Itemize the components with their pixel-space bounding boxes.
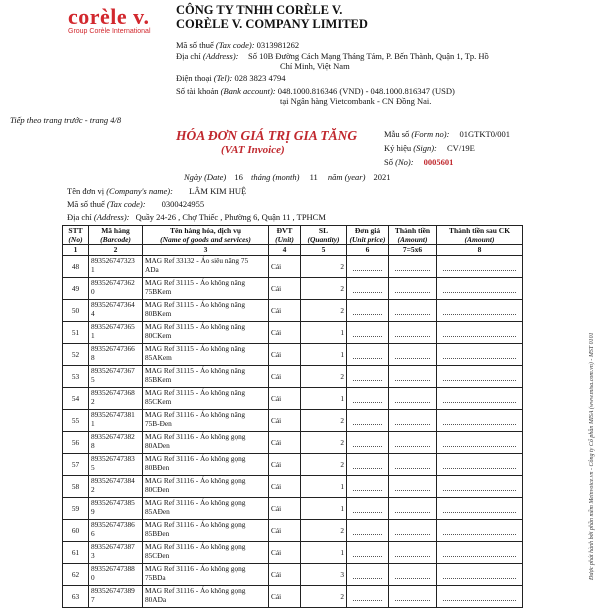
company-name-vi: CÔNG TY TNHH CORÈLE V. (176, 3, 343, 17)
form-no-value: 01GTKT0/001 (459, 129, 511, 139)
row-unit: Cái (269, 454, 301, 476)
sign-label: Ký hiệu (384, 143, 412, 153)
row-product-name: MAG Ref 31116 - Áo không nâng 75B-Đen (143, 410, 269, 432)
row-product-name: MAG Ref 31116 - Áo không gọng 85CĐen (143, 542, 269, 564)
logo-tagline: Group Corèle International (68, 28, 151, 35)
table-row (63, 564, 523, 586)
form-no-row (384, 129, 510, 139)
year-label: năm (327, 172, 343, 182)
row-qty: 2 (301, 300, 347, 322)
seller-phone-row (176, 73, 285, 83)
row-qty: 2 (301, 432, 347, 454)
col-number: 7=5x6 (389, 245, 437, 256)
row-unit-price (347, 564, 389, 586)
row-amount-after (437, 388, 523, 410)
seller-tax-label-en: (Tax code): (215, 40, 255, 50)
form-label-en: (Form no): (411, 129, 450, 139)
row-amount (389, 410, 437, 432)
row-amount (389, 498, 437, 520)
table-row (63, 542, 523, 564)
col-number: 5 (301, 245, 347, 256)
row-product-name: MAG Ref 31115 - Áo không nâng 85BKem (143, 366, 269, 388)
table-row (63, 344, 523, 366)
seller-tax-label: Mã số thuế (176, 40, 214, 50)
row-barcode: 893526747387 3 (89, 542, 143, 564)
row-qty: 2 (301, 366, 347, 388)
row-unit-price (347, 432, 389, 454)
row-stt: 51 (63, 322, 89, 344)
row-product-name: MAG Ref 33132 - Áo siêu nâng 75 ADa (143, 256, 269, 278)
table-row (63, 454, 523, 476)
no-label-en: (No): (395, 157, 414, 167)
col-number: 2 (89, 245, 143, 256)
row-amount (389, 542, 437, 564)
row-unit-price (347, 344, 389, 366)
row-amount-after (437, 542, 523, 564)
row-unit-price (347, 322, 389, 344)
row-product-name: MAG Ref 31115 - Áo không nâng 85AKem (143, 344, 269, 366)
col-header-unit: ĐVT (Unit) (269, 226, 301, 245)
seller-address-label (176, 51, 239, 61)
seller-tax-row (176, 40, 299, 50)
table-row (63, 256, 523, 278)
col-number: 6 (347, 245, 389, 256)
row-unit-price (347, 256, 389, 278)
row-stt: 56 (63, 432, 89, 454)
row-stt: 54 (63, 388, 89, 410)
row-product-name: MAG Ref 31115 - Áo không nâng 75BKem (143, 278, 269, 300)
row-qty: 1 (301, 476, 347, 498)
buyer-unit-label-en: (Company's name): (106, 186, 173, 196)
col-header-stt: STT (No) (63, 226, 89, 245)
table-row (63, 388, 523, 410)
row-amount (389, 432, 437, 454)
table-row (63, 366, 523, 388)
row-barcode: 893526747367 5 (89, 366, 143, 388)
invoice-title: HÓA ĐƠN GIÁ TRỊ GIA TĂNG (176, 128, 358, 143)
row-unit: Cái (269, 498, 301, 520)
col-number: 8 (437, 245, 523, 256)
row-unit: Cái (269, 564, 301, 586)
row-qty: 2 (301, 454, 347, 476)
row-product-name: MAG Ref 31116 - Áo không gọng 80CĐen (143, 476, 269, 498)
table-row (63, 278, 523, 300)
row-barcode: 893526747386 6 (89, 520, 143, 542)
row-barcode: 893526747362 0 (89, 278, 143, 300)
table-header-row (63, 226, 523, 245)
row-qty: 2 (301, 520, 347, 542)
buyer-address-value: Quầy 24-26 , Chợ Thiếc , Phường 6, Quận 11 , TPHCM (135, 212, 326, 222)
row-barcode: 893526747382 8 (89, 432, 143, 454)
seller-address-line2: Chí Minh, Việt Nam (280, 61, 350, 71)
column-number-row (63, 245, 523, 256)
row-qty: 2 (301, 410, 347, 432)
row-stt: 49 (63, 278, 89, 300)
row-unit: Cái (269, 520, 301, 542)
row-amount (389, 564, 437, 586)
row-stt: 55 (63, 410, 89, 432)
row-unit: Cái (269, 344, 301, 366)
row-unit-price (347, 410, 389, 432)
row-amount (389, 322, 437, 344)
date-day: 16 (234, 172, 243, 182)
invoice-items-table (62, 225, 523, 608)
no-label: Số (384, 157, 393, 167)
company-name-en: CORÈLE V. COMPANY LIMITED (176, 17, 368, 31)
row-qty: 1 (301, 542, 347, 564)
row-amount (389, 256, 437, 278)
row-barcode: 893526747364 4 (89, 300, 143, 322)
row-qty: 1 (301, 498, 347, 520)
row-barcode: 893526747385 9 (89, 498, 143, 520)
row-unit-price (347, 388, 389, 410)
row-qty: 1 (301, 388, 347, 410)
invoice-subtitle: (VAT Invoice) (221, 144, 285, 156)
row-product-name: MAG Ref 31115 - Áo không nâng 80CKem (143, 322, 269, 344)
month-label-en: (month) (272, 172, 300, 182)
buyer-unit-value: LÂM KIM HUỆ (189, 186, 247, 196)
row-stt: 60 (63, 520, 89, 542)
row-unit-price (347, 520, 389, 542)
buyer-unit-row (67, 186, 246, 196)
row-unit-price (347, 542, 389, 564)
row-unit: Cái (269, 476, 301, 498)
row-amount-after (437, 432, 523, 454)
row-amount-after (437, 498, 523, 520)
row-stt: 52 (63, 344, 89, 366)
row-stt: 48 (63, 256, 89, 278)
row-barcode: 893526747366 8 (89, 344, 143, 366)
invoice-no-row (384, 157, 453, 167)
row-unit: Cái (269, 256, 301, 278)
date-month: 11 (309, 172, 318, 182)
buyer-address-label: Địa chỉ (67, 212, 92, 222)
company-logo: corèle v. (68, 4, 150, 29)
table-row (63, 300, 523, 322)
row-unit: Cái (269, 300, 301, 322)
month-label: tháng (251, 172, 271, 182)
row-stt: 58 (63, 476, 89, 498)
table-row (63, 410, 523, 432)
row-qty: 1 (301, 322, 347, 344)
table-row (63, 476, 523, 498)
buyer-tax-value: 0300424955 (161, 199, 205, 209)
account-label: Số tài khoản (176, 86, 219, 96)
row-barcode: 893526747323 1 (89, 256, 143, 278)
row-amount-after (437, 564, 523, 586)
row-amount-after (437, 586, 523, 608)
row-stt: 63 (63, 586, 89, 608)
row-product-name: MAG Ref 31116 - Áo không gọng 85AĐen (143, 498, 269, 520)
buyer-unit-label: Tên đơn vị (67, 186, 105, 196)
row-amount (389, 520, 437, 542)
phone-label: Điện thoại (176, 73, 212, 83)
col-number: 3 (143, 245, 269, 256)
row-unit-price (347, 586, 389, 608)
col-number: 4 (269, 245, 301, 256)
row-unit-price (347, 454, 389, 476)
row-amount-after (437, 454, 523, 476)
date-label: Ngày (184, 172, 202, 182)
row-qty: 2 (301, 278, 347, 300)
invoice-date-row (184, 172, 391, 182)
date-year: 2021 (373, 172, 391, 182)
row-barcode: 893526747388 0 (89, 564, 143, 586)
col-header-qty: SL (Quantity) (301, 226, 347, 245)
row-product-name: MAG Ref 31115 - Áo không nâng 80BKem (143, 300, 269, 322)
row-amount (389, 388, 437, 410)
address-label-en: (Address): (202, 51, 239, 61)
row-qty: 2 (301, 586, 347, 608)
row-amount (389, 344, 437, 366)
row-amount (389, 366, 437, 388)
col-header-price: Đơn giá (Unit price) (347, 226, 389, 245)
row-stt: 53 (63, 366, 89, 388)
seller-address-line1: Số 10B Đường Cách Mạng Tháng Tám, P. Bến Thành, Quận 1, Tp. Hồ (248, 51, 489, 61)
form-label: Mẫu số (384, 129, 410, 139)
row-unit: Cái (269, 278, 301, 300)
col-header-name: Tên hàng hóa, dịch vụ (Name of goods and services) (143, 226, 269, 245)
row-unit-price (347, 476, 389, 498)
row-amount-after (437, 520, 523, 542)
row-unit: Cái (269, 542, 301, 564)
row-amount-after (437, 300, 523, 322)
account-value: 048.1000.816346 (VND) - 048.1000.816347 (USD) (277, 86, 455, 96)
row-amount (389, 300, 437, 322)
col-header-barcode: Mã hàng (Barcode) (89, 226, 143, 245)
row-unit: Cái (269, 322, 301, 344)
row-unit: Cái (269, 388, 301, 410)
row-amount (389, 476, 437, 498)
sign-value: CV/19E (447, 143, 475, 153)
row-amount (389, 454, 437, 476)
date-label-en: (Date) (204, 172, 227, 182)
table-row (63, 432, 523, 454)
row-unit-price (347, 300, 389, 322)
invoice-serial: 0005601 (423, 157, 454, 167)
account-label-en: (Bank account): (220, 86, 276, 96)
address-label: Địa chỉ (176, 51, 201, 61)
row-stt: 57 (63, 454, 89, 476)
row-amount (389, 278, 437, 300)
row-barcode: 893526747368 2 (89, 388, 143, 410)
row-barcode: 893526747365 1 (89, 322, 143, 344)
seller-bank: tại Ngân hàng Vietcombank - CN Đồng Nai. (280, 96, 432, 106)
buyer-address-row (67, 212, 326, 222)
row-product-name: MAG Ref 31116 - Áo không gọng 75BDa (143, 564, 269, 586)
seller-tax-code: 0313981262 (256, 40, 300, 50)
row-barcode: 893526747384 2 (89, 476, 143, 498)
row-amount-after (437, 278, 523, 300)
buyer-address-label-en: (Address): (93, 212, 130, 222)
row-unit-price (347, 366, 389, 388)
row-barcode: 893526747381 1 (89, 410, 143, 432)
row-qty: 2 (301, 256, 347, 278)
col-header-amount-after: Thành tiền sau CK (Amount) (437, 226, 523, 245)
row-product-name: MAG Ref 31115 - Áo không nâng 85CKem (143, 388, 269, 410)
software-vertical-note (583, 60, 597, 580)
table-row (63, 322, 523, 344)
row-amount-after (437, 476, 523, 498)
row-amount-after (437, 322, 523, 344)
phone-label-en: (Tel): (213, 73, 233, 83)
row-unit-price (347, 498, 389, 520)
table-row (63, 586, 523, 608)
buyer-tax-label-en: (Tax code): (106, 199, 146, 209)
row-barcode: 893526747383 5 (89, 454, 143, 476)
table-row (63, 520, 523, 542)
seller-account-row (176, 86, 455, 96)
buyer-tax-label: Mã số thuế (67, 199, 105, 209)
row-product-name: MAG Ref 31116 - Áo không gọng 80ADa (143, 586, 269, 608)
row-unit: Cái (269, 410, 301, 432)
software-note-text: Được phát hành bởi phần mềm Meinvoice.vn - Công ty Cổ phần MISA (www.misa.com.vn) - MST 0101 (589, 332, 595, 580)
row-amount-after (437, 366, 523, 388)
row-stt: 62 (63, 564, 89, 586)
row-amount (389, 586, 437, 608)
row-stt: 59 (63, 498, 89, 520)
row-product-name: MAG Ref 31116 - Áo không gọng 80ADen (143, 432, 269, 454)
table-row (63, 498, 523, 520)
row-amount-after (437, 256, 523, 278)
row-amount-after (437, 344, 523, 366)
year-label-en: (year) (344, 172, 366, 182)
row-unit-price (347, 278, 389, 300)
col-number: 1 (63, 245, 89, 256)
row-product-name: MAG Ref 31116 - Áo không gọng 85BĐen (143, 520, 269, 542)
row-product-name: MAG Ref 31116 - Áo không gọng 80BĐen (143, 454, 269, 476)
buyer-tax-row (67, 199, 204, 209)
row-unit: Cái (269, 586, 301, 608)
row-barcode: 893526747389 7 (89, 586, 143, 608)
row-stt: 61 (63, 542, 89, 564)
row-unit: Cái (269, 432, 301, 454)
row-qty: 1 (301, 344, 347, 366)
page-continuation: Tiếp theo trang trước - trang 4/8 (10, 115, 122, 125)
row-amount-after (437, 410, 523, 432)
row-unit: Cái (269, 366, 301, 388)
row-stt: 50 (63, 300, 89, 322)
col-header-amount: Thành tiền (Amount) (389, 226, 437, 245)
sign-row (384, 143, 475, 153)
row-qty: 3 (301, 564, 347, 586)
phone-value: 028 3823 4794 (234, 73, 286, 83)
sign-label-en: (Sign): (413, 143, 437, 153)
